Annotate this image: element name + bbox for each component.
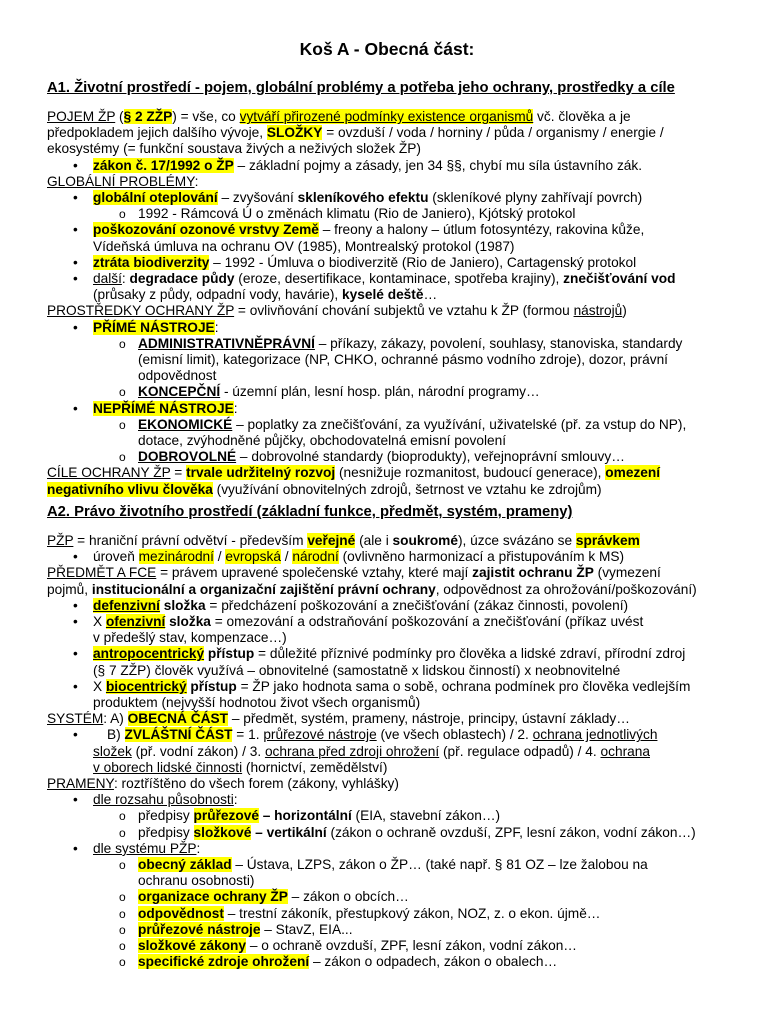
sub-list-item: o EKONOMICKÉ – poplatky za znečišťování, za využívání, uživatelské (př. za vstup do NP), <box>47 417 727 433</box>
subheading: PROSTŘEDKY OCHRANY ŽP = ovlivňování chování subjektů ve vztahu k ŽP (formou nástrojů) <box>47 303 627 319</box>
list-item: • ztráta biodiverzity – 1992 - Úmluva o biodiverzitě (Rio de Janiero), Cartagenský protokol <box>47 255 727 271</box>
sub-list-item-continuation: (emisní limit), kategorizace (NP, CHKO, ochranné pásmo vodního zdroje), dozor, právní <box>138 352 668 368</box>
subheading: SYSTÉM: A) OBECNÁ ČÁST – předmět, systém, prameny, nástroje, principy, ústavní základy… <box>47 711 630 727</box>
subheading: PŘEDMĚT A FCE = právem upravené společenské vztahy, které mají zajistit ochranu ŽP (vymezení <box>47 565 661 581</box>
list-item-continuation: v oborech lidské činnosti (hornictví, zemědělství) <box>93 759 388 775</box>
list-item: • NEPŘÍMÉ NÁSTROJE: <box>47 401 727 417</box>
list-item-continuation: (§ 7 ZŽP) člověk využívá – obnovitelné (samostatně x lidskou činností) x neobnovitelné <box>93 662 621 678</box>
section-heading-a1: A1. Životní prostředí - pojem, globální problémy a potřeba jeho ochrany, prostředky a cíle <box>47 80 675 96</box>
sub-list-item-continuation: ochranu osobnosti) <box>138 873 255 889</box>
pojem-line: ekosystémy (= funkční soustava živých a neživých složek ŽP) <box>47 141 421 157</box>
subheading: GLOBÁLNÍ PROBLÉMY: <box>47 173 199 189</box>
sub-list-item: o obecný základ – Ústava, LZPS, zákon o ŽP… (také např. § 81 OZ – lze žalobou na <box>47 857 727 873</box>
list-item: • zákon č. 17/1992 o ŽP – základní pojmy a zásady, jen 34 §§, chybí mu síla ústavního zák. <box>47 158 727 174</box>
sub-list-item: o specifické zdroje ohrožení – zákon o odpadech, zákon o obalech… <box>47 954 727 970</box>
section-a1 <box>47 109 727 498</box>
section-heading-a2: A2. Právo životního prostředí (základní funkce, předmět, systém, prameny) <box>47 504 573 520</box>
list-item: • globální oteplování – zvyšování skleníkového efektu (skleníkové plyny zahřívají povrch) <box>47 190 727 206</box>
sub-list-item: o odpovědnost – trestní zákoník, přestupkový zákon, NOZ, z. o ekon. újmě… <box>47 906 727 922</box>
list-item-continuation: v předešlý stav, kompenzace…) <box>93 630 287 646</box>
page-title: Koš A - Obecná část: <box>299 39 475 59</box>
list-item: • B) ZVLÁŠTNÍ ČÁST = 1. průřezové nástroje (ve všech oblastech) / 2. ochrana jednotlivých <box>47 727 727 743</box>
sub-list-item: o složkové zákony – o ochraně ovzduší, ZPF, lesní zákon, vodní zákon… <box>47 938 727 954</box>
pzp-line: PŽP = hraniční právní odvětví - především veřejné (ale i soukromé), úzce svázáno se správkem <box>47 533 640 548</box>
list-item-continuation: Vídeňská úmluva na ochranu OV (1985), Montrealský protokol (1987) <box>93 238 515 254</box>
sub-list-item-continuation: odpovědnost <box>138 368 217 384</box>
list-item: • úroveň mezinárodní / evropská / národní (ovlivněno harmonizací a přistupováním k MS) <box>47 549 727 565</box>
sub-list-item: o průřezové nástroje – StavZ, EIA... <box>47 922 727 938</box>
sub-list-item: o 1992 - Rámcová Ú o změnách klimatu (Rio de Janiero), Kjótský protokol <box>47 206 727 222</box>
sub-list-item: o KONCEPČNÍ - územní plán, lesní hosp. plán, národní programy… <box>47 384 727 400</box>
sub-list-item: o DOBROVOLNÉ – dobrovolné standardy (bioprodukty), veřejnoprávní smlouvy… <box>47 449 727 465</box>
sub-list-item: o předpisy průřezové – horizontální (EIA, stavební zákon…) <box>47 808 727 824</box>
list-item: • další: degradace půdy (eroze, desertifikace, kontaminace, spotřeba krajiny), znečišťování vod <box>47 271 727 287</box>
sub-list-item: o ADMINISTRATIVNĚPRÁVNÍ – příkazy, zákazy, povolení, souhlasy, stanoviska, standardy <box>47 336 727 352</box>
list-item: • poškozování ozonové vrstvy Země – freony a halony – útlum fotosyntézy, rakovina kůže, <box>47 222 727 238</box>
subheading-continuation: negativního vlivu člověka (využívání obnovitelných zdrojů, šetrnost ve vztahu ke zdrojům) <box>47 481 602 497</box>
list-item-continuation: (průsaky z půdy, odpadní vody, havárie), kyselé deště… <box>93 287 438 303</box>
list-item-continuation: složek (př. vodní zákon) / 3. ochrana před zdroji ohrožení (př. regulace odpadů) / 4. ochrana <box>93 743 650 759</box>
subheading-continuation: pojmů, institucionální a organizační zajištění právní ochrany, odpovědnost za ohrožování/poškozování) <box>47 581 697 597</box>
pojem-line: POJEM ŽP (§ 2 ZŽP) = vše, co vytváří přirozené podmínky existence organismů vč. člověka a je <box>47 109 631 124</box>
list-item: • X ofenzivní složka = omezování a odstraňování poškozování a znečišťování (příkaz uvést <box>47 614 727 630</box>
section-a2 <box>47 533 727 970</box>
pojem-line: předpokladem jejich dalšího vývoje, SLOŽKY = ovzduší / voda / horniny / půda / organismy / energie / <box>47 125 664 141</box>
subheading: PRAMENY: roztříštěno do všech forem (zákony, vyhlášky) <box>47 776 399 792</box>
list-item: • dle systému PŽP: <box>47 841 727 857</box>
sub-list-item-continuation: dotace, zvýhodněné půjčky, obchodovatelná emisní povolení <box>138 433 507 449</box>
sub-list-item: o organizace ochrany ŽP – zákon o obcích… <box>47 889 727 905</box>
list-item: • PŘÍMÉ NÁSTROJE: <box>47 320 727 336</box>
list-item-continuation: produktem (nejvyšší hodnotou život všech organismů) <box>93 695 421 711</box>
list-item: • dle rozsahu působnosti: <box>47 792 727 808</box>
list-item: • X biocentrický přístup = ŽP jako hodnota sama o sobě, ochrana podmínek pro člověka vedlejším <box>47 679 727 695</box>
sub-list-item: o předpisy složkové – vertikální (zákon o ochraně ovzduší, ZPF, lesní zákon, vodní zákon…) <box>47 825 727 841</box>
list-item: • defenzivní složka = předcházení poškozování a znečišťování (zákaz činnosti, povolení) <box>47 598 727 614</box>
list-item: • antropocentrický přístup = důležité příznivé podmínky pro člověka a lidské zdraví, přírodní zdroj <box>47 646 727 662</box>
subheading: CÍLE OCHRANY ŽP = trvale udržitelný rozvoj (nesnižuje rozmanitost, budoucí generace), omezení <box>47 465 661 481</box>
